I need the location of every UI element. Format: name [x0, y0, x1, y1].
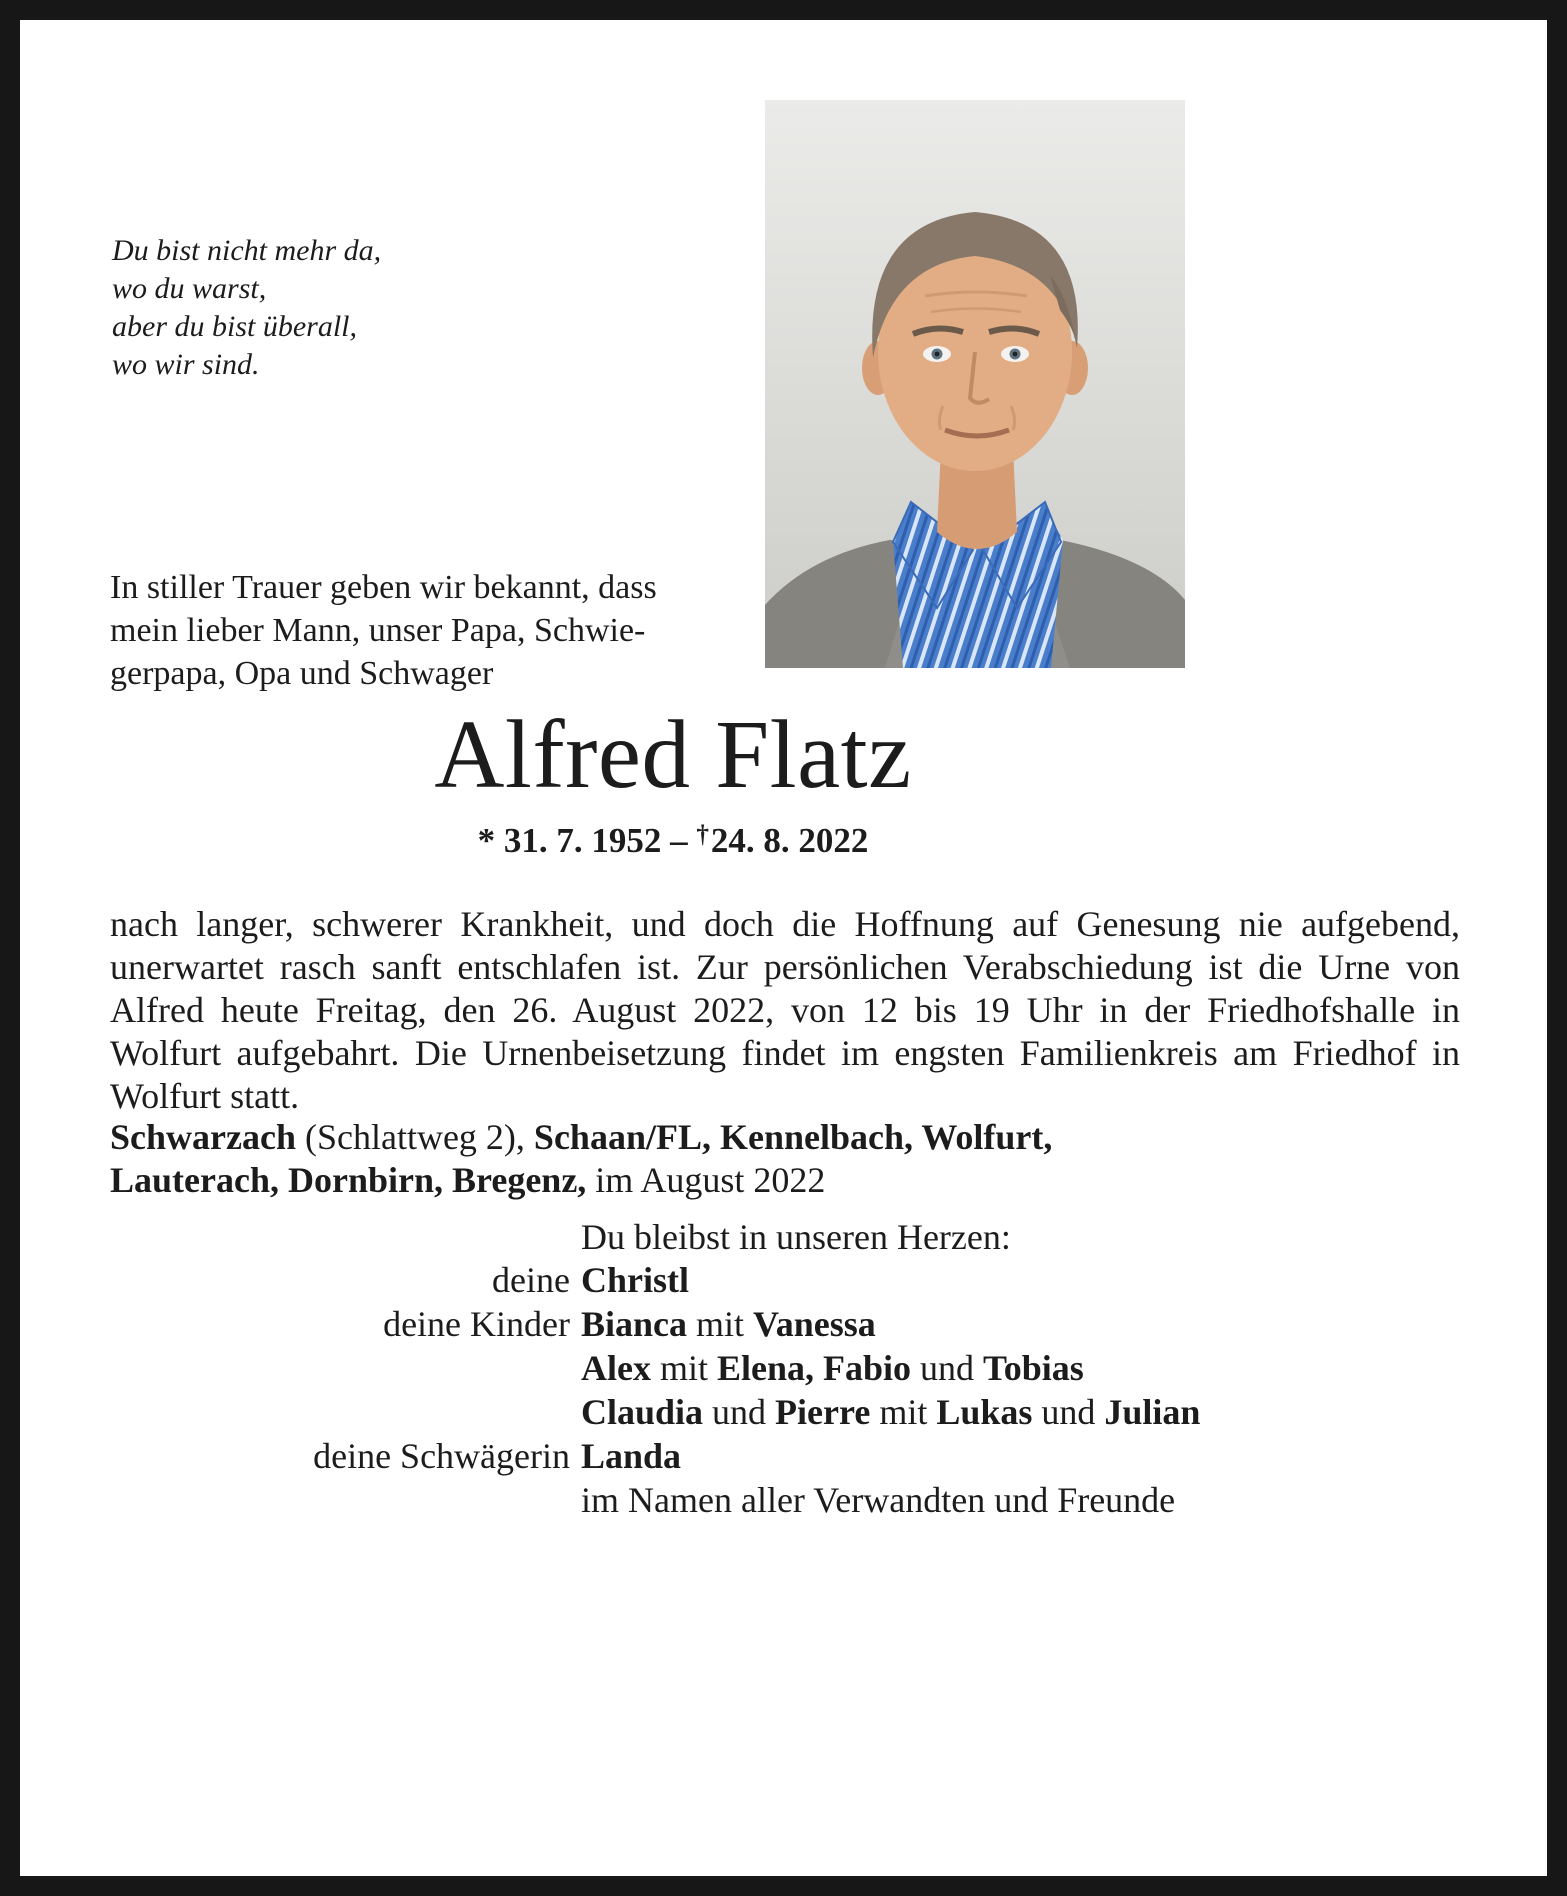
connector-text: und	[911, 1348, 984, 1388]
family-row	[110, 1346, 1490, 1390]
poem-line: wo wir sind.	[112, 348, 260, 381]
death-cross-icon: †	[696, 821, 709, 849]
family-member: Vanessa	[753, 1304, 876, 1344]
place-names: Lauterach, Dornbirn, Bregenz,	[110, 1160, 587, 1200]
announcement-text: nach langer, schwerer Krankheit, und doch die Hoffnung auf Genesung nie aufgebend, unerwartet rasch sanft entschlafen ist. Zur persönlichen Verabschiedung ist die Urne von Alfred heute Freitag, den 26. August 2022, von 12 bis 19 Uhr in der Friedhofshalle in Wolfurt aufgebahrt. Die Urnenbeisetzung findet im engsten Familienkreis am Friedhof in Wolfurt statt.	[110, 904, 1460, 1116]
life-dates	[110, 821, 1236, 861]
family-member: Bianca	[581, 1304, 688, 1344]
death-date: 24. 8. 2022	[710, 821, 869, 860]
family-row	[110, 1390, 1490, 1434]
places-line	[110, 1116, 1460, 1202]
poem-line: wo du warst,	[112, 272, 267, 305]
closing-line: im Namen aller Verwandten und Freunde	[581, 1480, 1176, 1520]
family-label	[110, 1346, 581, 1390]
connector-text: und	[1032, 1392, 1105, 1432]
family-names	[581, 1258, 1490, 1302]
intro-line: mein lieber Mann, unser Papa, Schwie-	[110, 612, 646, 649]
poem-line: Du bist nicht mehr da,	[112, 234, 382, 267]
intro-line: gerpapa, Opa und Schwager	[110, 655, 494, 692]
family-label	[110, 1390, 581, 1434]
family-row	[110, 1258, 1490, 1302]
family-row	[110, 1434, 1490, 1478]
family-label: deine Schwägerin	[313, 1436, 570, 1476]
address: (Schlattweg 2),	[295, 1117, 534, 1157]
family-member: Christl	[581, 1260, 689, 1300]
family-label: deine	[492, 1260, 570, 1300]
connector-text: mit	[870, 1392, 937, 1432]
deceased-block	[110, 701, 1236, 861]
family-names	[581, 1434, 1490, 1478]
birth-date: * 31. 7. 1952 –	[477, 821, 697, 860]
poem-line: aber du bist überall,	[112, 310, 357, 343]
family-label: deine Kinder	[383, 1304, 570, 1344]
family-names	[581, 1302, 1490, 1346]
deceased-name: Alfred Flatz	[434, 701, 912, 808]
connector-text: mit	[650, 1348, 717, 1388]
family-member: Julian	[1104, 1392, 1201, 1432]
family-member: Lukas	[936, 1392, 1033, 1432]
announcement-intro	[110, 566, 770, 695]
place-names: Schaan/FL, Kennelbach, Wolfurt,	[533, 1117, 1053, 1157]
family-member: Claudia	[581, 1392, 704, 1432]
family-list	[110, 1258, 1490, 1522]
family-member: Tobias	[983, 1348, 1084, 1388]
family-row	[110, 1302, 1490, 1346]
family-member: Elena, Fabio	[717, 1348, 912, 1388]
family-member: Landa	[581, 1436, 682, 1476]
family-label	[110, 1478, 581, 1522]
connector-text: mit	[687, 1304, 754, 1344]
place-name: Schwarzach	[110, 1117, 296, 1157]
family-names	[581, 1346, 1490, 1390]
connector-text: und	[703, 1392, 776, 1432]
portrait-photo	[765, 100, 1185, 668]
notice-date: im August 2022	[586, 1160, 826, 1200]
farewell-heading: Du bleibst in unseren Herzen:	[581, 1217, 1011, 1257]
poem	[112, 232, 381, 384]
family-names	[581, 1390, 1490, 1434]
family-member: Alex	[581, 1348, 651, 1388]
family-row	[110, 1478, 1490, 1522]
intro-line: In stiller Trauer geben wir bekannt, dass	[110, 569, 657, 606]
family-member: Pierre	[775, 1392, 871, 1432]
